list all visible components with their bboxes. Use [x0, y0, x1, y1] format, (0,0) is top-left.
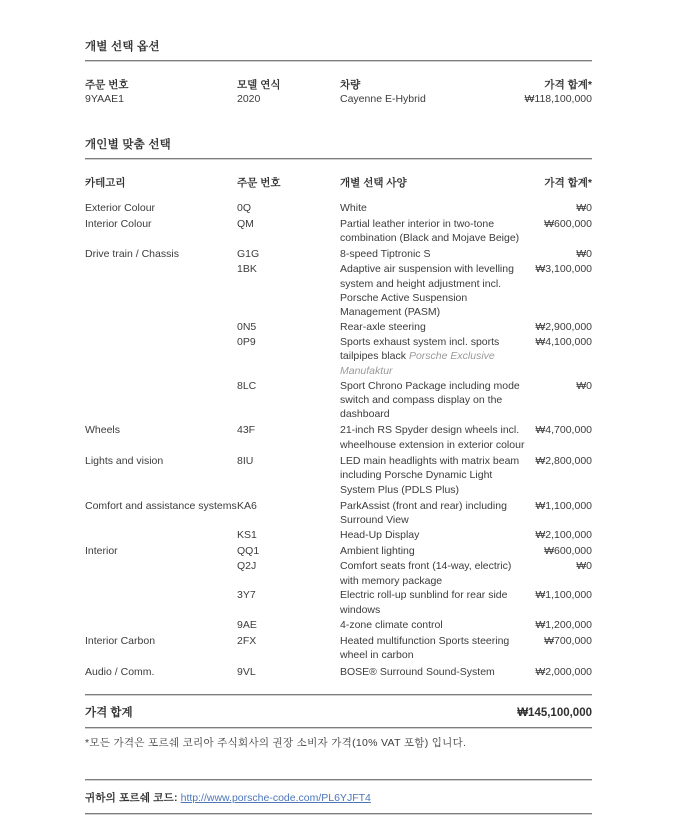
option-description: Rear-axle steering — [340, 321, 426, 334]
option-category — [85, 262, 237, 319]
option-code: 9VL — [237, 665, 256, 678]
option-description: Heated multifunction Sports steering wheel in carbon — [340, 634, 510, 662]
vat-footnote: *모든 가격은 포르쉐 코리아 주식회사의 권장 소비자 가격(10% VAT 포함) 입니다. — [85, 736, 467, 749]
section-title-personal-options: 개인별 맞춤 선택 — [85, 138, 171, 151]
option-row — [85, 262, 592, 319]
option-price: ₩1,100,000 — [535, 589, 592, 602]
option-description: Electric roll-up sunblind for rear side windows — [340, 589, 508, 616]
option-code: 43F — [237, 424, 256, 437]
column-header-category: 카테고리 — [85, 176, 126, 189]
option-row — [85, 379, 592, 422]
option-price: ₩4,700,000 — [535, 424, 592, 437]
option-description: Sport Chrono Package including mode switch and compass display on the dashboard — [340, 379, 520, 421]
option-row — [85, 499, 592, 528]
option-category: Interior Carbon — [85, 634, 156, 647]
option-category — [85, 559, 237, 588]
order-number-value: 9YAAE1 — [85, 93, 124, 106]
option-category: Interior — [85, 545, 118, 558]
option-code: 0N5 — [237, 321, 257, 334]
section-divider — [85, 60, 592, 62]
option-category — [85, 320, 237, 334]
option-description: Head-Up Display — [340, 529, 420, 542]
option-description: LED main headlights with matrix beam including Porsche Dynamic Light System Plus (PDLS Plus) — [340, 455, 520, 496]
option-description: Ambient lighting — [340, 545, 415, 558]
option-description: ParkAssist (front and rear) including Surround View — [340, 499, 507, 527]
option-code: 3Y7 — [237, 589, 256, 602]
porsche-code-row — [85, 781, 592, 813]
option-category: Wheels — [85, 424, 121, 437]
option-price: ₩2,000,000 — [535, 665, 592, 678]
option-code: QQ1 — [237, 545, 260, 558]
option-row — [85, 665, 592, 679]
column-header-price-total: 가격 합계* — [544, 79, 592, 91]
base-price-value: ₩118,100,000 — [524, 93, 592, 106]
option-code: 0Q — [237, 201, 252, 214]
option-code: G1G — [237, 248, 260, 261]
option-category: Drive train / Chassis — [85, 248, 179, 261]
option-row — [85, 559, 592, 588]
option-code: Q2J — [237, 560, 257, 573]
porsche-code-label: 귀하의 포르쉐 코드: — [85, 791, 178, 804]
porsche-code-link[interactable]: http://www.porsche-code.com/PL6YJFT4 — [180, 791, 371, 804]
option-description: White — [340, 201, 367, 214]
option-row — [85, 588, 592, 617]
grand-total-value: ₩145,100,000 — [517, 706, 592, 719]
option-row — [85, 335, 592, 378]
option-code: 8IU — [237, 455, 254, 468]
option-price: ₩0 — [576, 560, 592, 573]
option-row — [85, 217, 592, 246]
option-row — [85, 544, 592, 558]
option-category: Lights and vision — [85, 455, 164, 468]
section-title-options: 개별 선택 옵션 — [85, 41, 160, 53]
option-row — [85, 320, 592, 334]
option-price: ₩0 — [576, 201, 592, 214]
option-code: KA6 — [237, 499, 257, 512]
option-price: ₩2,800,000 — [535, 455, 592, 468]
option-description-exclusive-label: Porsche Exclusive Manufaktur — [340, 350, 495, 377]
option-category — [85, 528, 237, 542]
options-table-header — [85, 175, 592, 190]
option-category — [85, 618, 237, 632]
column-header-order-no: 주문 번호 — [85, 79, 129, 91]
option-row — [85, 634, 592, 663]
option-description: BOSE® Surround Sound-System — [340, 665, 495, 678]
column-header-option-spec: 개별 선택 사양 — [340, 176, 407, 189]
option-code: 1BK — [237, 263, 257, 276]
option-price: ₩1,100,000 — [535, 499, 592, 512]
option-description: 4-zone climate control — [340, 618, 443, 631]
option-price: ₩4,100,000 — [535, 336, 592, 349]
option-price: ₩3,100,000 — [535, 263, 592, 276]
option-row — [85, 528, 592, 542]
option-code: QM — [237, 217, 254, 230]
option-category — [85, 335, 237, 378]
option-row — [85, 454, 592, 497]
option-description: Comfort seats front (14-way, electric) with memory package — [340, 560, 512, 587]
option-code: 2FX — [237, 634, 257, 647]
option-code: 0P9 — [237, 336, 256, 349]
option-description: 21-inch RS Spyder design wheels incl. wheelhouse extension in exterior colour — [340, 424, 525, 451]
option-description: Adaptive air suspension with levelling system and height adjustment incl. Porsche Active Suspension Management (PASM) — [340, 263, 514, 319]
option-code: 8LC — [237, 379, 257, 392]
vehicle-summary-table — [85, 78, 592, 107]
option-price: ₩600,000 — [544, 545, 592, 558]
column-header-price-total: 가격 합계* — [544, 176, 592, 189]
document-content — [85, 38, 592, 815]
option-description: 8-speed Tiptronic S — [340, 248, 431, 261]
option-row — [85, 247, 592, 261]
option-category — [85, 379, 237, 422]
option-row — [85, 201, 592, 215]
column-header-vehicle: 차량 — [340, 79, 361, 91]
option-row — [85, 618, 592, 632]
column-header-order-no: 주문 번호 — [237, 176, 281, 189]
option-category: Exterior Colour — [85, 201, 156, 214]
grand-total-row — [85, 696, 592, 727]
option-description: Sports exhaust system incl. sports tailpipes black Porsche Exclusive Manufaktur — [340, 336, 500, 377]
option-price: ₩0 — [576, 379, 592, 392]
vehicle-name-value: Cayenne E-Hybrid — [340, 93, 426, 106]
section-divider — [85, 158, 592, 160]
grand-total-label: 가격 합계 — [85, 706, 133, 719]
options-table-body — [85, 201, 592, 679]
option-category: Comfort and assistance systems — [85, 499, 237, 512]
option-description: Partial leather interior in two-tone combination (Black and Mojave Beige) — [340, 217, 520, 245]
option-price: ₩1,200,000 — [535, 618, 592, 631]
option-price: ₩600,000 — [544, 217, 592, 230]
option-code: KS1 — [237, 529, 257, 542]
model-year-value: 2020 — [237, 93, 261, 106]
option-code: 9AE — [237, 618, 257, 631]
option-category — [85, 588, 237, 617]
option-category: Audio / Comm. — [85, 665, 155, 678]
option-price: ₩0 — [576, 248, 592, 261]
option-row — [85, 423, 592, 452]
column-header-model-year: 모델 연식 — [237, 79, 281, 91]
option-price: ₩700,000 — [544, 634, 592, 647]
option-price: ₩2,100,000 — [535, 529, 592, 542]
option-category: Interior Colour — [85, 217, 152, 230]
option-price: ₩2,900,000 — [535, 321, 592, 334]
